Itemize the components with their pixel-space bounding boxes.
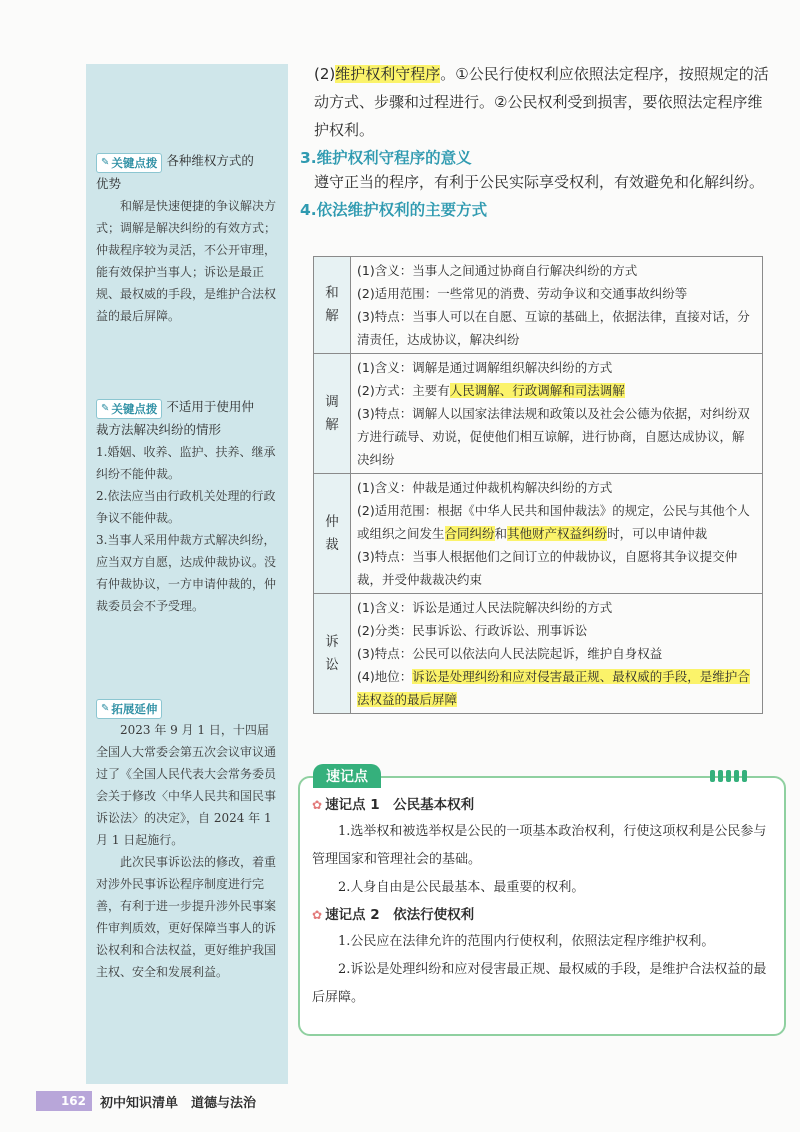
decorative-bars-icon [710,770,747,782]
extension-block [96,696,280,983]
tip-heading: 各种维权方式的 [166,153,254,168]
tip-heading-rest: 裁方法解决纠纷的情形 [96,422,222,437]
row-content: (1)含义：调解是通过调解组织解决纠纷的方式 (2)方式：主要有人民调解、行政调解和司法调解 (3)特点：调解人以国家法律法规和政策以及社会公德为依据，对纠纷双方进行疏导、劝说，促使他们相互谅解，进行协商，自愿达成协议，解决纠纷 [351,354,763,474]
list-item: 1.婚姻、收养、监护、扶养、继承纠纷不能仲裁。 [96,445,276,481]
section-title: 4.依法维护权利的主要方式 [300,201,488,219]
memory-point-icon: ✿ [312,798,323,812]
row-content: (1)含义：诉讼是通过人民法院解决纠纷的方式 (2)分类：民事诉讼、行政诉讼、刑事诉讼 (3)特点：公民可以依法向人民法院起诉，维护自身权益 (4)地位：诉讼是处理纠纷和应对侵害最正规、最权威的手段，是维护合法权益的最后屏障 [351,594,763,714]
tip-block-arbitration [96,396,280,617]
memory-point-icon: ✿ [312,908,323,922]
page-footer [36,1090,256,1112]
extension-text: 2023 年 9 月 1 日，十四届全国人大常委会第五次会议审议通过了《全国人民代表大会常务委员会关于修改〈中华人民共和国民事诉讼法〉的决定》，自 2024 年 1 月 1 日起施行。 [96,723,277,847]
key-tip-icon: ✎ [101,157,110,168]
memory-point-title: 速记点 2 依法行使权利 [325,907,475,923]
section-text: 遵守正当的程序，有利于公民实际享受权利，有效避免和化解纠纷。 [314,173,765,191]
tip-heading-rest: 优势 [96,176,122,191]
tip-text: 和解是快速便捷的争议解决方式；调解是解决纠纷的有效方式；仲裁程序较为灵活，不公开审理，能有效保护当事人；诉讼是最正规、最权威的手段，是维护合法权益的最后屏障。 [96,199,277,323]
highlight: 人民调解、行政调解和司法调解 [449,383,625,398]
highlight: 合同纠纷 [444,526,495,541]
section-title: 3.维护权利守程序的意义 [300,149,472,167]
extension-icon: ✎ [101,703,110,714]
memory-point-text: 2.人身自由是公民最基本、最重要的权利。 [338,880,585,895]
memory-point-text: 1.公民应在法律允许的范围内行使权利，依照法定程序维护权利。 [338,934,715,949]
memory-point-text: 2.诉讼是处理纠纷和应对侵害最正规、最权威的手段，是维护合法权益的最后屏障。 [312,962,767,1005]
row-category: 仲裁 [314,474,351,594]
highlight: 维护权利守程序 [335,65,441,83]
row-category: 和解 [314,257,351,354]
page-number: 162 [36,1091,92,1111]
row-category: 调解 [314,354,351,474]
row-content: (1)含义：仲裁是通过仲裁机构解决纠纷的方式 (2)适用范围：根据《中华人民共和国仲裁法》的规定，公民与其他个人或组织之间发生合同纠纷和其他财产权益纠纷时，可以申请仲裁 (3)特点：当事人根据他们之间订立的仲裁协议，自愿将其争议提交仲裁，并受仲裁裁决约束 [351,474,763,594]
highlight: 其他财产权益纠纷 [507,526,608,541]
key-tip-icon: ✎ [101,403,110,414]
rights-methods-table [313,256,763,714]
table-row [314,474,763,594]
row-category: 诉讼 [314,594,351,714]
extension-tag: ✎ 拓展延伸 [96,699,162,719]
sidebar [86,64,288,1084]
quick-memory-tab: 速记点 [313,764,381,788]
item-2-paragraph: (2)维护权利守程序。①公民行使权利应依照法定程序，按照规定的活动方式、步骤和过程进行。②公民权利受到损害，要依照法定程序维护权利。 [314,65,769,139]
book-title: 初中知识清单 道德与法治 [100,1095,257,1111]
table-row [314,354,763,474]
key-tip-tag: ✎ 关键点拨 [96,153,162,173]
tip-heading: 不适用于使用仲 [166,399,254,414]
table-row [314,594,763,714]
key-tip-tag: ✎ 关键点拨 [96,399,162,419]
memory-point-title: 速记点 1 公民基本权利 [325,797,475,813]
extension-text: 此次民事诉讼法的修改，着重对涉外民事诉讼程序制度进行完善，有利于进一步提升涉外民事案件审判质效，更好保障当事人的诉讼权利和合法权益，更好维护我国主权、安全和发展利益。 [96,855,277,979]
highlight: 诉讼是处理纠纷和应对侵害最正规、最权威的手段，是维护合法权益的最后屏障 [357,669,750,707]
list-item: 2.依法应当由行政机关处理的行政争议不能仲裁。 [96,489,276,525]
list-item: 3.当事人采用仲裁方式解决纠纷，应当双方自愿，达成仲裁协议。没有仲裁协议，一方申请仲裁的，仲裁委员会不予受理。 [96,533,277,613]
row-content: (1)含义：当事人之间通过协商自行解决纠纷的方式 (2)适用范围：一些常见的消费、劳动争议和交通事故纠纷等 (3)特点：当事人可以在自愿、互谅的基础上，依据法律，直接对话，分清责任，达成协议，解决纠纷 [351,257,763,354]
tip-block-advantages [96,150,280,327]
main-content [300,60,770,220]
memory-point-text: 1.选举权和被选举权是公民的一项基本政治权利，行使这项权利是公民参与管理国家和管理社会的基础。 [312,824,767,867]
quick-memory-content [312,792,770,1012]
table-row [314,257,763,354]
